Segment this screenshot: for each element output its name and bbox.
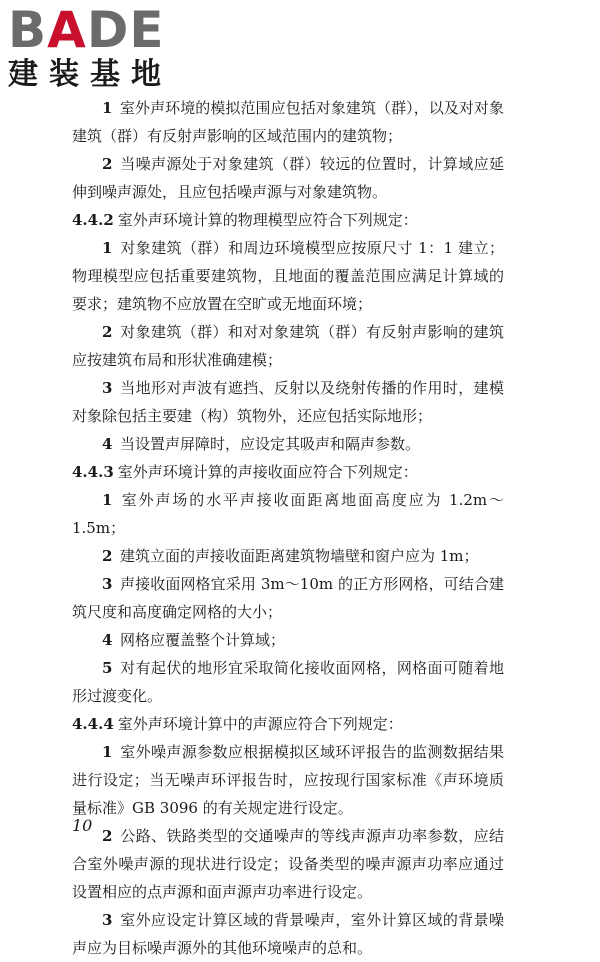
list-item — [72, 654, 504, 710]
paragraph-text: 室外声环境计算的物理模型应符合下列规定： — [117, 211, 418, 229]
paragraph-text: 室外声环境的模拟范围应包括对象建筑（群），以及对对象建筑（群）有反射声影响的区域范围内的建筑物； — [72, 99, 504, 145]
item-number: 1 — [102, 239, 113, 257]
paragraph-text: 室外声环境计算中的声源应符合下列规定： — [117, 715, 403, 733]
item-number: 4 — [102, 435, 113, 453]
item-number: 3 — [102, 911, 113, 929]
list-item — [72, 374, 504, 430]
paragraph-text: 室外声场的水平声接收面距离地面高度应为 1.2m～1.5m； — [72, 491, 504, 537]
item-number: 2 — [102, 323, 113, 341]
list-item — [72, 738, 504, 822]
paragraph-text: 室外噪声源参数应根据模拟区域环评报告的监测数据结果进行设定；当无噪声环评报告时，应按现行国家标准《声环境质量标准》GB 3096 的有关规定进行设定。 — [72, 743, 504, 817]
paragraph-text: 建筑立面的声接收面距离建筑物墙壁和窗户应为 1m； — [119, 547, 479, 565]
item-number: 2 — [102, 155, 113, 173]
item-number: 1 — [102, 99, 113, 117]
item-number: 1 — [102, 743, 113, 761]
list-item — [72, 94, 504, 150]
page-number: 10 — [72, 816, 93, 835]
list-item — [72, 570, 504, 626]
list-item — [72, 906, 504, 962]
logo-subtitle: 建装基地 — [8, 57, 172, 92]
list-item — [72, 486, 504, 542]
list-item — [72, 626, 504, 654]
section-number: 4.4.2 — [72, 211, 114, 229]
list-item — [72, 318, 504, 374]
paragraph-text: 当设置声屏障时，应设定其吸声和隔声参数。 — [119, 435, 420, 453]
section-number: 4.4.3 — [72, 463, 114, 481]
brand-logo — [8, 1, 178, 92]
paragraph-text: 室外声环境计算的声接收面应符合下列规定： — [117, 463, 418, 481]
item-number: 3 — [102, 575, 113, 593]
section-heading — [72, 206, 504, 234]
item-number: 2 — [102, 547, 113, 565]
item-number: 3 — [102, 379, 113, 397]
paragraph-text: 声接收面网格宜采用 3m～10m 的正方形网格，可结合建筑尺度和高度确定网格的大小； — [72, 575, 504, 621]
paragraph-text: 公路、铁路类型的交通噪声的等线声源声功率参数，应结合室外噪声源的现状进行设定；设备类型的噪声源声功率应通过设置相应的点声源和面声源声功率进行设定。 — [72, 827, 504, 901]
paragraph-text: 当地形对声波有遮挡、反射以及绕射传播的作用时，建模对象除包括主要建（构）筑物外，还应包括实际地形； — [72, 379, 504, 425]
paragraph-text: 网格应覆盖整个计算域； — [119, 631, 285, 649]
section-number: 4.4.4 — [72, 715, 114, 733]
item-number: 1 — [102, 491, 113, 509]
list-item — [72, 150, 504, 206]
section-heading — [72, 710, 504, 738]
paragraph-text: 对有起伏的地形宜采取简化接收面网格，网格面可随着地形过渡变化。 — [72, 659, 504, 705]
list-item — [72, 430, 504, 458]
item-number: 5 — [102, 659, 113, 677]
section-heading — [72, 458, 504, 486]
logo-wordmark: BADE — [8, 1, 165, 59]
item-number: 2 — [102, 827, 113, 845]
document-body — [72, 94, 504, 962]
list-item — [72, 822, 504, 906]
paragraph-text: 对象建筑（群）和周边环境模型应按原尺寸 1：1 建立；物理模型应包括重要建筑物，且地面的覆盖范围应满足计算域的要求；建筑物不应放置在空旷或无地面环境； — [72, 239, 504, 313]
paragraph-text: 对象建筑（群）和对对象建筑（群）有反射声影响的建筑应按建筑布局和形状准确建模； — [72, 323, 504, 369]
list-item — [72, 542, 504, 570]
paragraph-text: 当噪声源处于对象建筑（群）较远的位置时，计算域应延伸到噪声源处，且应包括噪声源与对象建筑物。 — [72, 155, 504, 201]
list-item — [72, 234, 504, 318]
paragraph-text: 室外应设定计算区域的背景噪声，室外计算区域的背景噪声应为目标噪声源外的其他环境噪声的总和。 — [72, 911, 504, 957]
item-number: 4 — [102, 631, 113, 649]
